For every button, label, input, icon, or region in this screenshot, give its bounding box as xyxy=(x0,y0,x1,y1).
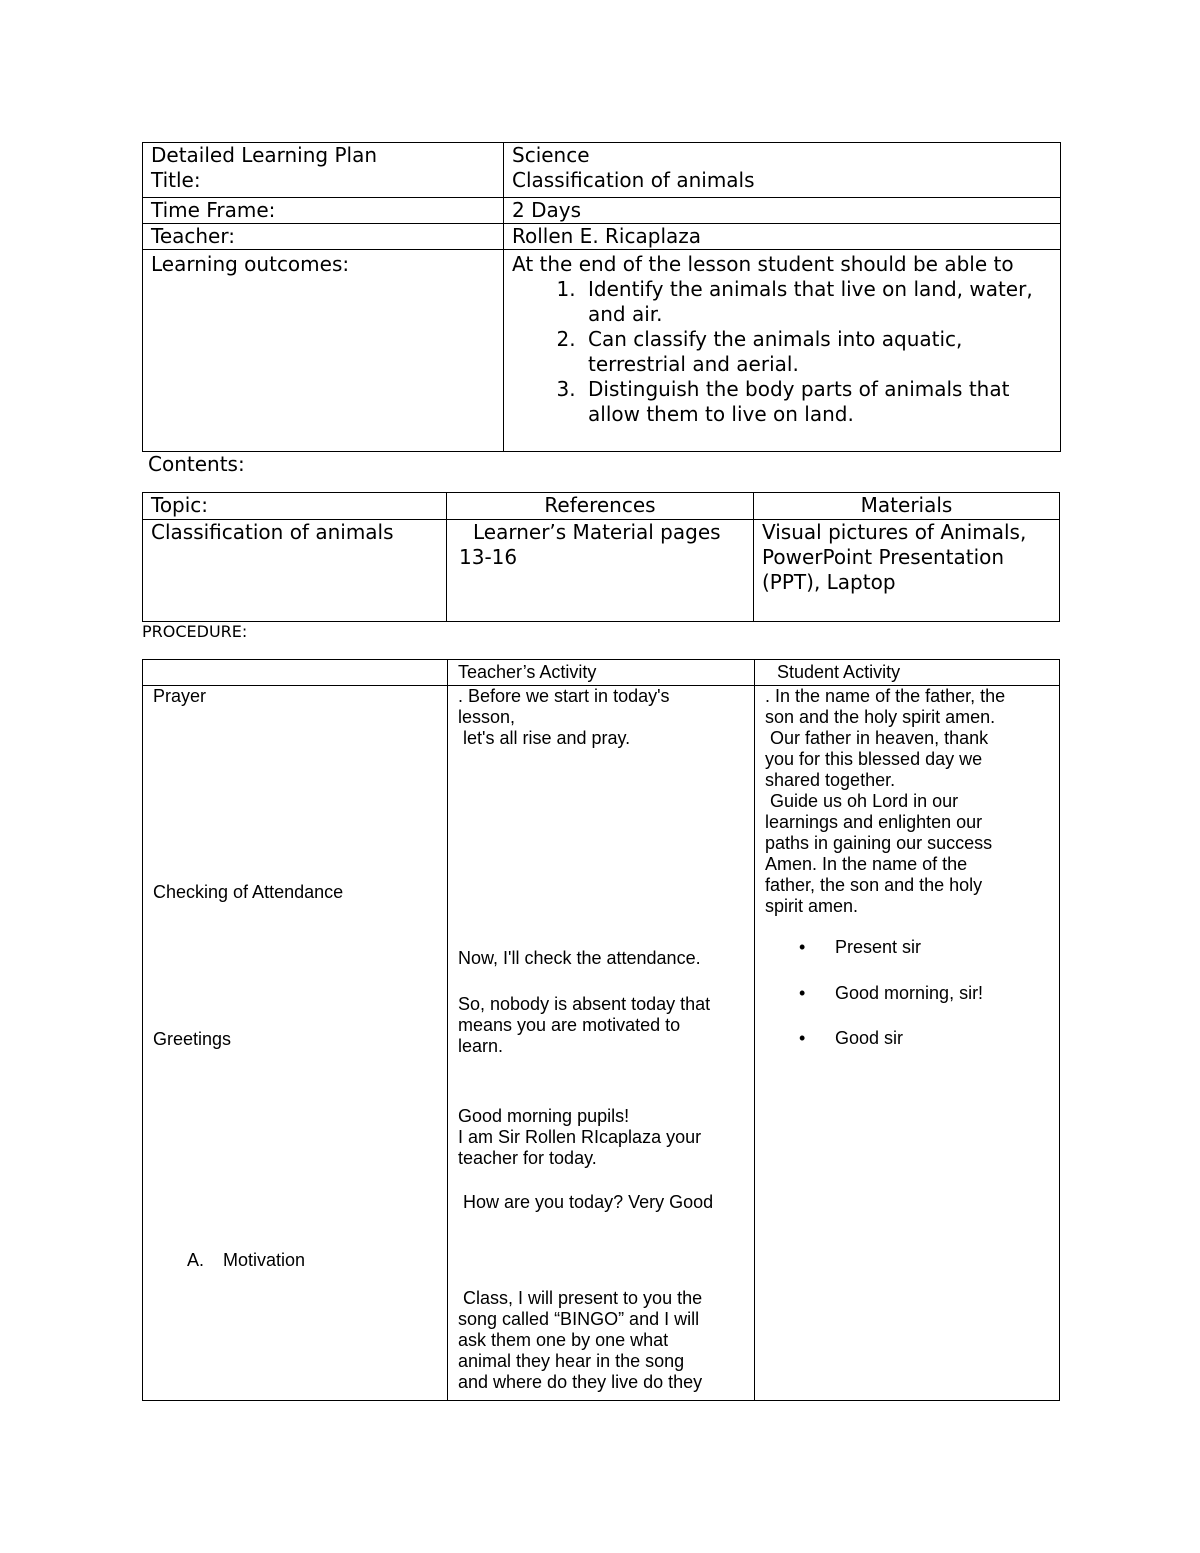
step-greetings: Greetings xyxy=(153,1029,232,1049)
time-frame-value: 2 Days xyxy=(504,198,1061,224)
student-responses xyxy=(755,1028,1059,1050)
references-header: References xyxy=(447,493,754,520)
teacher-absent-line: means you are motivated to xyxy=(458,1015,681,1035)
student-prayer xyxy=(765,686,1051,917)
outcomes-list xyxy=(512,277,1052,427)
teacher-value: Rollen E. Ricaplaza xyxy=(504,224,1061,250)
plan-label-line1: Detailed Learning Plan xyxy=(151,143,378,167)
student-response: • Good morning, sir! xyxy=(755,983,1059,1005)
step-motivation xyxy=(187,1250,305,1271)
outcomes-cell xyxy=(504,250,1061,452)
outcome-item: 1. Identify the animals that live on land, water, and air. xyxy=(582,277,1052,327)
student-response: • Present sir xyxy=(755,937,1059,959)
procedure-table xyxy=(142,659,1060,1401)
references-value xyxy=(447,520,754,622)
student-prayer-line: you for this blessed day we xyxy=(765,749,983,769)
teacher-motivation-line: ask them one by one what xyxy=(458,1330,669,1350)
teacher-prayer-line: lesson, xyxy=(458,707,516,727)
student-prayer-line: Amen. In the name of the xyxy=(765,854,968,874)
student-prayer-line: Our father in heaven, thank xyxy=(770,728,989,748)
topic-header: Topic: xyxy=(143,493,447,520)
student-prayer-line: son and the holy spirit amen. xyxy=(765,707,996,727)
steps-column xyxy=(143,686,448,1401)
motivation-marker: A. xyxy=(187,1250,205,1270)
subject-title-cell xyxy=(504,143,1061,198)
header-table xyxy=(142,142,1061,452)
plan-label-line2: Title: xyxy=(151,168,201,192)
teacher-attendance: Now, I'll check the attendance. xyxy=(458,948,701,968)
student-prayer-line: Guide us oh Lord in our xyxy=(770,791,959,811)
student-responses xyxy=(755,983,1059,1005)
student-prayer-line: shared together. xyxy=(765,770,896,790)
student-response: • Good sir xyxy=(755,1028,1059,1050)
teacher-how-are-you: How are you today? Very Good xyxy=(463,1192,714,1212)
teacher-motivation-line: animal they hear in the song xyxy=(458,1351,685,1371)
subject: Science xyxy=(512,143,590,167)
teacher-motivation-line: Class, I will present to you the xyxy=(463,1288,703,1308)
procedure-blank-header xyxy=(143,660,448,686)
materials-header: Materials xyxy=(754,493,1060,520)
student-column xyxy=(755,686,1060,1401)
teacher-absent-line: learn. xyxy=(458,1036,504,1056)
references-text: Learner’s Material pages 13-16 xyxy=(459,520,721,569)
teacher-greeting-line: teacher for today. xyxy=(458,1148,597,1168)
student-prayer-line: spirit amen. xyxy=(765,896,859,916)
topic-value: Classification of animals xyxy=(143,520,447,622)
materials-value: Visual pictures of Animals, PowerPoint Presentation (PPT), Laptop xyxy=(754,520,1060,622)
teacher-prayer xyxy=(458,686,746,749)
step-prayer: Prayer xyxy=(153,686,207,706)
teacher-motivation xyxy=(458,1288,746,1393)
outcomes-intro: At the end of the lesson student should be able to xyxy=(512,252,1014,276)
teacher-greeting-line: I am Sir Rollen RIcaplaza your xyxy=(458,1127,702,1147)
teacher-absent xyxy=(458,994,746,1057)
teacher-prayer-line: let's all rise and pray. xyxy=(463,728,631,748)
student-responses xyxy=(755,937,1059,959)
motivation-label: Motivation xyxy=(223,1250,306,1270)
contents-table xyxy=(142,492,1060,622)
step-attendance: Checking of Attendance xyxy=(153,882,344,902)
teacher-activity-header: Teacher’s Activity xyxy=(448,660,755,686)
student-activity-header xyxy=(755,660,1060,686)
plan-label-cell xyxy=(143,143,504,198)
student-prayer-line: learnings and enlighten our xyxy=(765,812,983,832)
student-prayer-line: . In the name of the father, the xyxy=(765,686,1006,706)
teacher-greeting xyxy=(458,1106,746,1169)
contents-label: Contents: xyxy=(148,452,245,476)
teacher-label: Teacher: xyxy=(143,224,504,250)
student-prayer-line: father, the son and the holy xyxy=(765,875,983,895)
teacher-motivation-line: song called “BINGO” and I will xyxy=(458,1309,700,1329)
lesson-title: Classification of animals xyxy=(512,168,755,192)
time-frame-label: Time Frame: xyxy=(143,198,504,224)
procedure-label: PROCEDURE: xyxy=(142,622,248,641)
teacher-absent-line: So, nobody is absent today that xyxy=(458,994,711,1014)
outcome-item: 2. Can classify the animals into aquatic, terrestrial and aerial. xyxy=(582,327,1052,377)
student-prayer-line: paths in gaining our success xyxy=(765,833,993,853)
teacher-prayer-line: . Before we start in today's xyxy=(458,686,670,706)
outcomes-label: Learning outcomes: xyxy=(143,250,504,452)
outcome-item: 3. Distinguish the body parts of animals that allow them to live on land. xyxy=(582,377,1052,427)
teacher-column xyxy=(448,686,755,1401)
student-header-text: Student Activity xyxy=(777,662,901,682)
teacher-motivation-line: and where do they live do they xyxy=(458,1372,703,1392)
teacher-greeting-line: Good morning pupils! xyxy=(458,1106,630,1126)
